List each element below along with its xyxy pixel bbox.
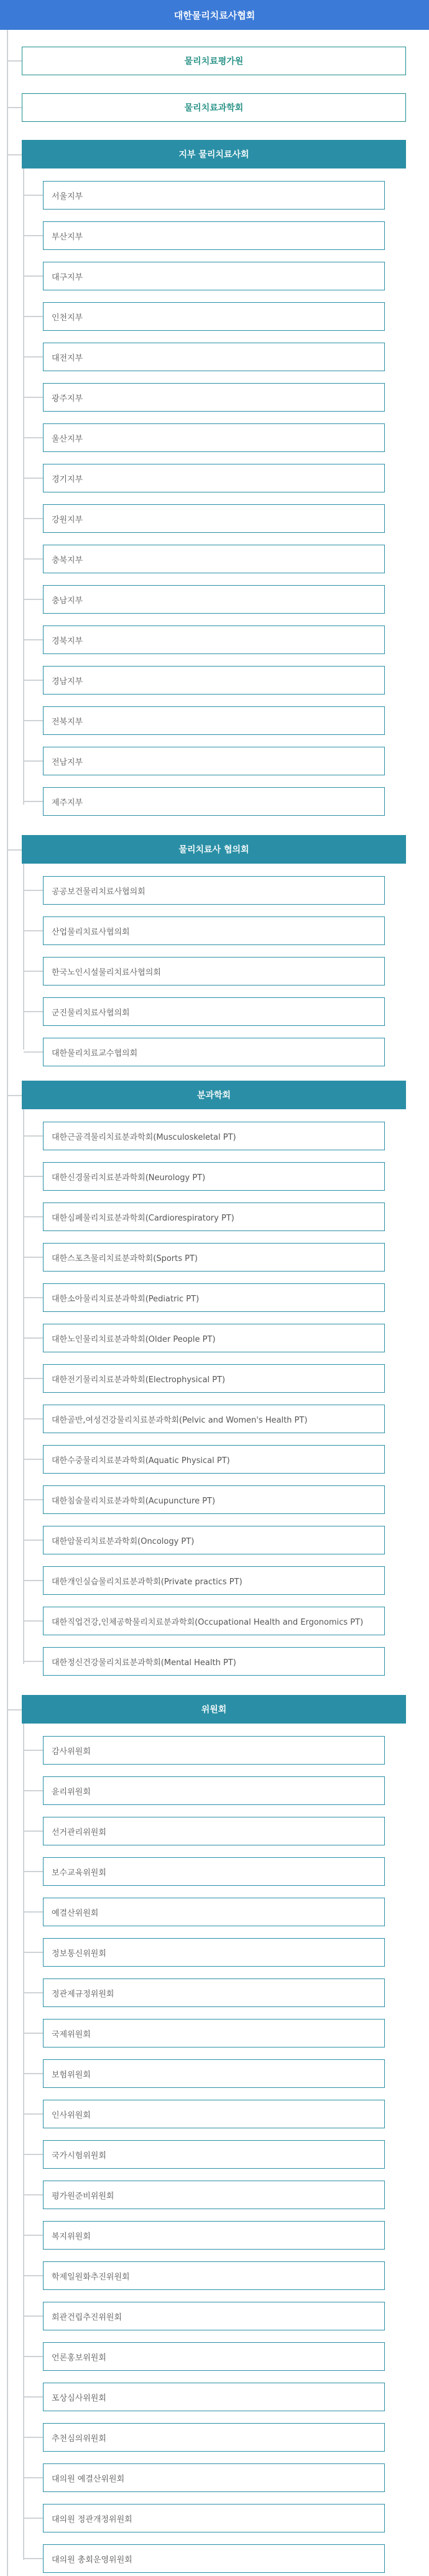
- item-connector: [24, 1750, 43, 1751]
- list-item[interactable]: 공공보건물리치료사협의회: [43, 876, 385, 905]
- list-item[interactable]: 대구지부: [43, 262, 385, 290]
- section-child-line: [23, 1724, 24, 2560]
- list-item[interactable]: 대한정신건강물리치료분과학회(Mental Health PT): [43, 1647, 385, 1676]
- link-evaluation-institute[interactable]: 물리치료평가원: [22, 47, 406, 75]
- item-connector: [24, 2073, 43, 2074]
- list-item[interactable]: 인천지부: [43, 302, 385, 331]
- list-item[interactable]: 충북지부: [43, 545, 385, 573]
- section-header-councils: 물리치료사 협의회: [22, 835, 406, 864]
- section-header-committees: 위원회: [22, 1695, 406, 1724]
- list-item[interactable]: 대의원 정관개정위원회: [43, 2504, 385, 2532]
- item-connector: [24, 2194, 43, 2195]
- list-item[interactable]: 전북지부: [43, 706, 385, 735]
- list-item[interactable]: 언론홍보위원회: [43, 2342, 385, 2371]
- list-item[interactable]: 포상심사위원회: [43, 2383, 385, 2411]
- connector: [7, 107, 22, 108]
- item-connector: [24, 1661, 43, 1662]
- list-item[interactable]: 예결산위원회: [43, 1898, 385, 1926]
- item-connector: [24, 971, 43, 972]
- tree-trunk-line: [7, 30, 8, 2576]
- list-item[interactable]: 광주지부: [43, 383, 385, 412]
- item-connector: [24, 2154, 43, 2155]
- item-connector: [24, 2396, 43, 2398]
- list-item[interactable]: 국제위원회: [43, 2019, 385, 2047]
- list-item[interactable]: 정관제규정위원회: [43, 1978, 385, 2007]
- list-item[interactable]: 산업물리치료사협의회: [43, 916, 385, 945]
- list-item[interactable]: 경북지부: [43, 626, 385, 654]
- item-connector: [24, 2518, 43, 2519]
- list-item[interactable]: 정보통신위원회: [43, 1938, 385, 1967]
- list-item[interactable]: 선거관리위원회: [43, 1817, 385, 1845]
- list-item[interactable]: 대전지부: [43, 343, 385, 371]
- list-item[interactable]: 감사위원회: [43, 1736, 385, 1765]
- list-item[interactable]: 대한침술물리치료분과학회(Acupuncture PT): [43, 1485, 385, 1514]
- item-connector: [24, 599, 43, 600]
- item-connector: [24, 437, 43, 438]
- list-item[interactable]: 서울지부: [43, 181, 385, 210]
- item-connector: [24, 1499, 43, 1500]
- item-connector: [24, 1297, 43, 1298]
- list-item[interactable]: 대한소아물리치료분과학회(Pediatric PT): [43, 1283, 385, 1312]
- item-connector: [24, 801, 43, 802]
- list-item[interactable]: 인사위원회: [43, 2100, 385, 2128]
- link-science-society[interactable]: 물리치료과학회: [22, 93, 406, 122]
- item-connector: [24, 760, 43, 762]
- list-item[interactable]: 대한신경물리치료분과학회(Neurology PT): [43, 1162, 385, 1191]
- item-connector: [24, 1459, 43, 1460]
- item-connector: [24, 1337, 43, 1339]
- connector: [7, 1709, 22, 1710]
- item-connector: [24, 1580, 43, 1581]
- item-connector: [24, 1176, 43, 1177]
- list-item[interactable]: 대한전기물리치료분과학회(Electrophysical PT): [43, 1364, 385, 1393]
- list-item[interactable]: 복지위원회: [43, 2221, 385, 2250]
- item-connector: [24, 1992, 43, 1993]
- list-item[interactable]: 대의원 예결산위원회: [43, 2463, 385, 2492]
- item-connector: [24, 558, 43, 560]
- connector: [7, 154, 22, 155]
- list-item[interactable]: 추천심의위원회: [43, 2423, 385, 2452]
- item-connector: [24, 1418, 43, 1420]
- list-item[interactable]: 대한근골격물리치료분과학회(Musculoskeletal PT): [43, 1122, 385, 1150]
- list-item[interactable]: 회관건립추진위원회: [43, 2302, 385, 2330]
- list-item[interactable]: 대한심폐물리치료분과학회(Cardiorespiratory PT): [43, 1203, 385, 1231]
- list-item[interactable]: 보수교육위원회: [43, 1857, 385, 1886]
- item-connector: [24, 316, 43, 317]
- item-connector: [24, 680, 43, 681]
- item-connector: [24, 2315, 43, 2317]
- item-connector: [24, 235, 43, 236]
- list-item[interactable]: 대한스포츠물리치료분과학회(Sports PT): [43, 1243, 385, 1272]
- item-connector: [24, 478, 43, 479]
- section-child-line: [23, 169, 24, 805]
- item-connector: [24, 1257, 43, 1258]
- list-item[interactable]: 경기지부: [43, 464, 385, 492]
- list-item[interactable]: 윤리위원회: [43, 1776, 385, 1805]
- item-connector: [24, 1051, 43, 1053]
- section-child-line: [23, 864, 24, 1050]
- list-item[interactable]: 평가원준비위원회: [43, 2181, 385, 2209]
- list-item[interactable]: 한국노인시설물리치료사협의회: [43, 957, 385, 986]
- item-connector: [24, 1540, 43, 1541]
- item-connector: [24, 2477, 43, 2478]
- list-item[interactable]: 부산지부: [43, 221, 385, 250]
- list-item[interactable]: 울산지부: [43, 423, 385, 452]
- item-connector: [24, 1135, 43, 1137]
- list-item[interactable]: 대한직업건강,인체공학물리치료분과학회(Occupational Health and Ergonomics PT): [43, 1607, 385, 1635]
- connector: [7, 60, 22, 62]
- list-item[interactable]: 보험위원회: [43, 2059, 385, 2088]
- item-connector: [24, 518, 43, 519]
- list-item[interactable]: 대한노인물리치료분과학회(Older People PT): [43, 1324, 385, 1352]
- item-connector: [24, 397, 43, 398]
- list-item[interactable]: 대의원 총회운영위원회: [43, 2544, 385, 2573]
- section-header-branches: 지부 물리치료사회: [22, 140, 406, 169]
- list-item[interactable]: 대한암물리치료분과학회(Oncology PT): [43, 1526, 385, 1554]
- connector: [7, 1095, 22, 1096]
- item-connector: [24, 930, 43, 931]
- list-item[interactable]: 대한개인실습물리치료분과학회(Private practics PT): [43, 1566, 385, 1595]
- item-connector: [24, 890, 43, 891]
- item-connector: [24, 1830, 43, 1832]
- item-connector: [24, 2033, 43, 2034]
- item-connector: [24, 1216, 43, 1217]
- item-connector: [24, 2356, 43, 2357]
- item-connector: [24, 2113, 43, 2115]
- list-item[interactable]: 강원지부: [43, 504, 385, 533]
- item-connector: [24, 1911, 43, 1913]
- item-connector: [24, 1011, 43, 1012]
- item-connector: [24, 2275, 43, 2276]
- list-item[interactable]: 군진물리치료사협의회: [43, 997, 385, 1026]
- section-header-subspecialty: 분과학회: [22, 1081, 406, 1109]
- item-connector: [24, 639, 43, 640]
- list-item[interactable]: 대한골반,여성건강물리치료분과학회(Pelvic and Women's Health PT): [43, 1405, 385, 1433]
- list-item[interactable]: 국가시험위원회: [43, 2140, 385, 2169]
- root-title: 대한물리치료사협회: [0, 0, 429, 30]
- item-connector: [24, 195, 43, 196]
- item-connector: [24, 720, 43, 721]
- item-connector: [24, 1952, 43, 1953]
- item-connector: [24, 1378, 43, 1379]
- list-item[interactable]: 제주지부: [43, 787, 385, 816]
- list-item[interactable]: 전남지부: [43, 747, 385, 775]
- item-connector: [24, 1790, 43, 1791]
- item-connector: [24, 1620, 43, 1622]
- list-item[interactable]: 충남지부: [43, 585, 385, 614]
- list-item[interactable]: 학제일원화추진위원회: [43, 2261, 385, 2290]
- list-item[interactable]: 경남지부: [43, 666, 385, 695]
- item-connector: [24, 2437, 43, 2438]
- item-connector: [24, 356, 43, 358]
- list-item[interactable]: 대한물리치료교수협의회: [43, 1038, 385, 1066]
- item-connector: [24, 275, 43, 277]
- list-item[interactable]: 대한수중물리치료분과학회(Aquatic Physical PT): [43, 1445, 385, 1474]
- item-connector: [24, 1871, 43, 1872]
- item-connector: [24, 2235, 43, 2236]
- item-connector: [24, 2558, 43, 2559]
- connector: [7, 849, 22, 851]
